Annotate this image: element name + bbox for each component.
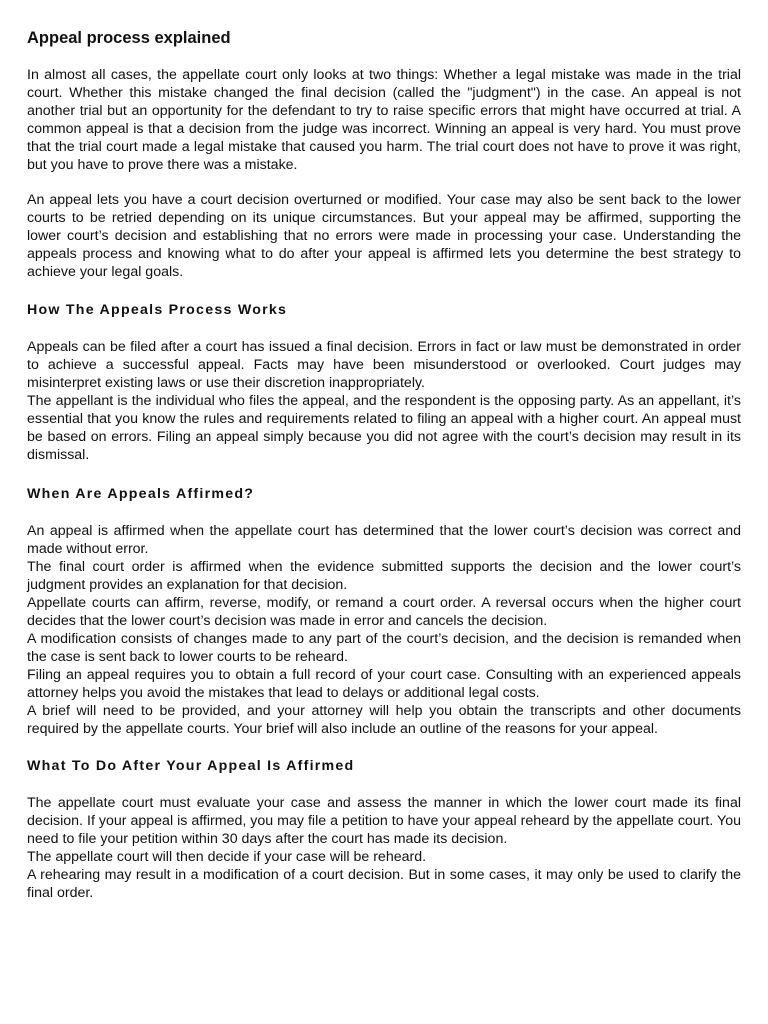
- paragraph-text: An appeal lets you have a court decision overturned or modified. Your case may also be sent back to the lower courts to be retried depending on its unique circumstances. But your appeal may be affirmed, supporting the lower court’s decision and establishing that no errors were made in processing your case. Understanding the appeals process and knowing what to do after your appeal is affirmed lets you determine the best strategy to achieve your legal goals.: [27, 192, 741, 280]
- paragraph-text: The final court order is affirmed when the evidence submitted supports the decision and the lower court’s judgment provides an explanation for that decision.: [27, 559, 741, 593]
- paragraph-text: In almost all cases, the appellate court only looks at two things: Whether a legal mistake was made in the trial court. Whether this mistake changed the final decision (called the "judgment") in the case. An appeal is not another trial but an opportunity for the defendant to try to raise specific errors that might have occurred at trial. A common appeal is that a decision from the judge was incorrect. Winning an appeal is very hard. You must prove that the trial court made a legal mistake that caused you harm. The trial court does not have to prove it was right, but you have to prove there was a mistake.: [27, 67, 741, 173]
- paragraph-text: Appellate courts can affirm, reverse, modify, or remand a court order. A reversal occurs when the higher court decides that the lower court’s decision was made in error and cancels the decision.: [27, 595, 741, 629]
- section-body-when-affirmed: [27, 522, 741, 738]
- section-heading-after-affirmed: What To Do After Your Appeal Is Affirmed: [27, 758, 355, 774]
- paragraph-text: An appeal is affirmed when the appellate court has determined that the lower court’s decision was correct and made without error.: [27, 523, 741, 557]
- paragraph-text: The appellant is the individual who files the appeal, and the respondent is the opposing party. As an appellant, it’s essential that you know the rules and requirements related to filing an appeal with a higher court. An appeal must be based on errors. Filing an appeal simply because you did not agree with the court’s decision may result in its dismissal.: [27, 393, 741, 463]
- paragraph-text: A brief will need to be provided, and your attorney will help you obtain the transcripts and other documents required by the appellate courts. Your brief will also include an outline of the reasons for your appeal.: [27, 703, 741, 737]
- page-title: Appeal process explained: [27, 29, 231, 47]
- section-heading-when-affirmed: When Are Appeals Affirmed?: [27, 486, 255, 502]
- paragraph-text: Appeals can be filed after a court has issued a final decision. Errors in fact or law must be demonstrated in order to achieve a successful appeal. Facts may have been misunderstood or overlooked. Court judges may misinterpret existing laws or use their discretion inappropriately.: [27, 339, 741, 391]
- intro-paragraph-2: [27, 191, 741, 281]
- paragraph-text: A modification consists of changes made to any part of the court’s decision, and the decision is remanded when the case is sent back to lower courts to be reheard.: [27, 631, 741, 665]
- section-body-after-affirmed: [27, 794, 741, 902]
- intro-paragraph-1: [27, 66, 741, 174]
- section-heading-how-appeals-work: How The Appeals Process Works: [27, 302, 288, 318]
- section-body-how-appeals-work: [27, 338, 741, 464]
- paragraph-text: The appellate court must evaluate your case and assess the manner in which the lower court made its final decision. If your appeal is affirmed, you may file a petition to have your appeal reheard by the appellate court. You need to file your petition within 30 days after the court has made its decision.: [27, 795, 741, 847]
- paragraph-text: Filing an appeal requires you to obtain a full record of your court case. Consulting with an experienced appeals attorney helps you avoid the mistakes that lead to delays or additional legal costs.: [27, 667, 741, 701]
- paragraph-text: A rehearing may result in a modification of a court decision. But in some cases, it may only be used to clarify the final order.: [27, 867, 741, 901]
- paragraph-text: The appellate court will then decide if your case will be reheard.: [27, 849, 427, 865]
